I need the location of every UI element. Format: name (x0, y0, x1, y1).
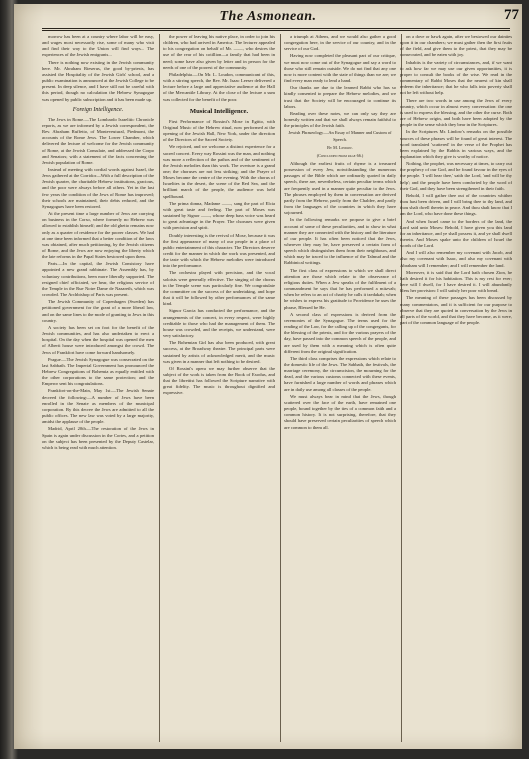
paragraph: Signor Garcia has conducted the performance, and the arrangements of the concert, in every respect, were highly creditable to those who had the management of them. The house was crowded, and the receipts, we understand, were very satisfactory. (163, 308, 275, 339)
paragraph: Nothing, the prophet, was necessary at times, to carry out the prophecy of our God, and he found favour in the eyes of the people. 'I will hear thee,' saith the Lord, 'and will be thy help'; and the people have been comforted by the word of their God, and they have been strengthened in their faith. (400, 161, 512, 191)
paragraph: At the present time a large number of Jews are carrying on business in the Corso, where formerly no Hebrew was allowed to establish himself; and the old ghetto remains now only as a quarter of residence for the poorer classes. We had at one time been informed that a better condition of the laws was obtained, after much petitioning, by the Jewish citizens of Rome, and the Jews are now enjoying the liberty which the late reforms in the Papal States bestowed upon them. (42, 211, 154, 260)
paragraph: Doubly interesting is the revival of Mose, because it was the first appearance of many of our people in a place of public entertainment of this character. The Directors deserve credit for the manner in which the work was presented, and the taste with which the Hebrew melodies were introduced into the performance. (163, 232, 275, 269)
paragraph: There is nothing now existing in the Jewish community here. Mr. Abraham Rieserus, the good by-priests, has assisted the Hospitality of the Jewish Girls' school, and a public examination is announced at the Jewish College to be present. In deep silence, and I have still not be careful with this period, though no calculation the Hebrew Synagogue was opened by public subscription and it has been made up. (42, 59, 154, 102)
paragraph: Reading over these notes, we can only say they are honestly written and that we shall always remain faithful to the principles of the Jewish faith. (284, 110, 396, 129)
column-3 (284, 34, 396, 742)
paragraph: Although the earliest fruits of rhyme is a treasured possession of every Jew, notwithstanding the numerous passages of the Bible which are ordinarily quoted in daily speech, there are, nevertheless, certain peculiar terms which are frequently used in a manner quite peculiar to the Jews. The phrases employed by them in conversation are derived partly from the Hebrew, partly from the Chaldee, and partly from the languages of the countries in which they have sojourned. (284, 160, 396, 216)
column-2 (163, 34, 275, 742)
text-columns (42, 34, 512, 742)
paragraph: And I will also remember my covenant with Jacob, and also my covenant with Isaac, and also my covenant with Abraham will I remember; and I will remember the land. (400, 250, 512, 268)
paragraph: Instead of meeting with cordial words against Israel, the Jews gathered at the Corridor—With a full description of the Jewish quarter, the charitable Hebrew institutions, gracious, and the poor were always before all others. Yet in the last few years the condition of the Jews of Rome has improved; their schools are maintained, their debts reduced, and the Synagogues have been restored. (42, 166, 154, 209)
paragraph: Having now completed the pleasant part of our critique, we must now come out of the Synagogue and say a word to those who still remain outside. We do not find that any one now is more content with the state of things than we are; we find every man ready to lend a hand. (284, 53, 396, 84)
byline: (Concluded from page 66.) (316, 152, 364, 158)
paragraph: Madrid, April 20th.—The restoration of the Jews in Spain is again under discussion in the Cortes, and a petition on the subject has been presented by the Deputy Castelar, which is being read with much attention. (42, 426, 154, 450)
byline: By M. Lindow. (327, 144, 353, 150)
paragraph: a triumph at Athens, and we would also gather a good congregation here, in the service of our country, and in the service of our God. (284, 34, 396, 52)
page-number: 77 (504, 7, 519, 23)
paragraph: A society has been set on foot for the benefit of the Jewish communities, and has also undertaken to erect a hospital. On the day when the hospital was opened the men of Alberti house were introduced amongst the crowd. The Jews of Frankfort have come forward handsomely. (42, 324, 154, 355)
section-heading: Foreign Intelligence. (72, 106, 124, 113)
paragraph: We must always bear in mind that the Jews, though scattered over the face of the earth, have remained one people, bound together by the ties of a common faith and a common history. It is not surprising, therefore, that they should have preserved certain peculiarities of speech which are common to them all. (284, 393, 396, 430)
paragraph: Prague.—The Jewish Synagogue was consecrated on the last Sabbath. The Imperial Government has pronounced the Hebrew Congregations of Bohemia as equally entitled with the other corporations to the same protection; and the Emperor sent his congratulations. (42, 356, 154, 387)
paragraph: The third class comprises the expressions which relate to the domestic life of the Jews. The Sabbath, the festivals, the marriage ceremony, the circumcision, the mourning for the dead, and the various customs connected with these events, have furnished a large number of words and phrases which are in daily use among all classes of the people. (284, 355, 396, 392)
paragraph: Frankfort-on-the-Main, May 1st.—The Jewish Senate decreed the following:—A number of Jews have been enrolled in the Senate as members of the municipal corporation. By this decree the Jews are admitted to all the public offices. The new law was voted by a large majority, amidst the applause of the people. (42, 388, 154, 425)
header-rule (42, 28, 510, 31)
paragraph: And when Israel came to the borders of the land, the Lord said unto Moses: Behold, I have given you this land for an inheritance, and ye shall possess it, and ye shall dwell therein. And Moses spake unto the children of Israel the words of the Lord. (400, 218, 512, 249)
paragraph: A second class of expressions is derived from the ceremonies of the Synagogue. The terms used for the reading of the Law, for the calling up of the congregants, for the blessing of the priests, and for the various prayers of the day, have passed into the common speech of the people, and are used by them with a meaning which is often quite different from the original signification. (284, 311, 396, 354)
paragraph: Philadelphia.—On Mr. L. Loudon, communicant of this, with a stirring speech, the Rev. Mr. Isaac Leeser delivered a lecture before a large and appreciative audience at the Hall of the Mercantile Library. At the close of the lecture a sum was collected for the benefit of the poor. (163, 71, 275, 102)
section-heading: Musical Intelligence. (189, 107, 249, 115)
paragraph: The meaning of these passages has been discussed by many commentators, and it is sufficient for our purpose to observe that they are quoted in conversation by the Jews in all parts of the world, and that they have become, as it were, part of the common language of the people. (400, 295, 512, 326)
page-header (14, 6, 522, 28)
paragraph: Of Rossini's opera we may further observe that the subject of the work is taken from the Book of Exodus, and that the librettist has followed the Scripture narrative with great fidelity. The music is throughout dignified and expressive. (163, 365, 275, 396)
paragraph: Inhabits is the variety of circumstances, and, if we want to ask how far we may use our given opportunities, it is proper to consult the books of the wise. We read in the commentary of Rabbi Moses that the nearest of kin shall redeem the inheritance; that he who falls into poverty shall not be left without help. (400, 59, 512, 96)
article-title: Jewish Phraseology.—An Essay of Manner and Custom of Speech. (288, 130, 392, 142)
column-1 (42, 34, 154, 742)
paragraph: Paris.—In the capital, the Jewish Consistory have appointed a new grand rabbinate. The Assembly has, by voluntary contributions, been more liberally supported. The resigned chief officiated, we hear, the religious service of the Temple in the Rue Notre Dame de Nazareth, which was crowded. The Archbishop of Paris was present. (42, 261, 154, 298)
column-4 (400, 34, 512, 742)
paragraph: the power of leaving his native place, in order to join his children, who had arrived in America. The lecturer appealed to his congregation on behalf of Mr. ——, who desires the use of the rear of his cotillion—a family that had been in need; some have also given by letter and in person for the needs of one of the poorest of the community. (163, 34, 275, 70)
paragraph: on a dove or hawk again, after we bestowed our dainties upon it in our chambers; we must gather then the first fruits of the field, and give them to the priest, that they may be consecrated, and be eaten with joy. (400, 34, 512, 58)
paragraph: morrow has been at a country where labor will be easy, and wages most necessarily rise, some of many who visit and find their way to the Union will find ways... The experiences of the Jewish emigrants... (42, 34, 154, 58)
paragraph: The Bohemian Girl has also been produced, with great success, at the Broadway theatre. The principal parts were sustained by artists of acknowledged merit, and the music was given in a manner that left nothing to be desired. (163, 340, 275, 364)
paragraph: Behold, I will gather thee out of the countries whither thou hast been driven, and I will bring thee to thy land, and thou shalt dwell therein in peace. And thou shalt know that I am the Lord, who have done these things. (400, 192, 512, 217)
column-divider (159, 34, 160, 742)
paragraph: In the following remarks we propose to give a brief account of some of these peculiarities, and to show in what manner they are connected with the history and the literature of our people. It has often been noticed that the Jews, wherever they may be, have preserved a certain form of speech which distinguishes them from their neighbours, and which may be traced to the influence of the Talmud and the Rabbinical writings. (284, 217, 396, 266)
paragraph: The Jewish Community of Copenhagen (Sweden) has petitioned government for the grant of a more liberal law, and on the same lines to the mode of granting to Jews in this country. (42, 299, 154, 323)
column-divider (280, 34, 281, 742)
paragraph: We rejoiced, and we welcome a distinct experience for a sacred concert. Every way Rossini was the man, and nothing was more a reflection of the pathos and of the sentiment of the Jewish melodies than this work. The overture is a grand one; the choruses are not less striking; and the Prayer of Moses became the centre of the evening. With the chorus of Israelites in the desert, the scene of the Red Sea, and the brilliant march of the people, the audience was held spellbound. (163, 144, 275, 199)
paragraph: In the Scriptures Mr. Lindow's remarks on the possible sources of these phrases will be found of great interest. The word translated 'scattered' in the verse of the Prophet has been explained by the Rabbis in various ways, and the explanation which they give is worthy of notice. (400, 129, 512, 159)
paragraph: The Jews in Rome.—The Lombardo Israelitic Chronicle reports, as we are informed by a Jewish correspondent, the Rev. Abraham Ruffetto, of Monteveutural, Piedmont, the accounts of the Rome Jews. The Lower Chamber, which delivered the lecture of welcome for the Jewish community of Rome, at the Jewish Consulate, and addressed the Corpo and Senators; with a statement of the facts concerning the Jewish population of Rome. (42, 116, 154, 165)
paragraph: Our thanks are due to the learned Rabbi who has so kindly consented to prepare the Hebrew melodies, and we trust that the Society will be encouraged to continue its labors. (284, 85, 396, 109)
paragraph: The orchestra played with precision, and the vocal soloists were generally effective. The singing of the chorus in the Temple scene was particularly fine. We congratulate the committee on the success of the undertaking, and hope that it will be followed by other performances of the same kind. (163, 270, 275, 307)
paragraph: There are two words in use among the Jews of every country, which occur in almost every conversation: the one is used to express the blessing, and the other the curse. Both are of Hebrew origin, and both have been adopted by the people in the sense which they bear in the Scriptures. (400, 97, 512, 128)
newspaper-title: The Asmonean. (219, 9, 317, 24)
paragraph: Moreover, it is said that the Lord hath chosen Zion, he hath desired it for his habitation. This is my rest for ever; here will I dwell, for I have desired it. I will abundantly bless her provision: I will satisfy her poor with bread. (400, 269, 512, 294)
paragraph: First Performance of Rossini's Mose in Egitto, with Original Music of the Hebrew ritual, now performed at the opening of the Jewish Hall, New York, under the direction of the Directors of the Sacred Society. (163, 118, 275, 143)
paragraph: The first class of expressions to which we shall direct attention are those which relate to the observance of religious duties. When a Jew speaks of the fulfilment of a commandment he says that he has performed a mitzvah; when he refers to an act of charity he calls it tzedakah; when he wishes to express his gratitude to Providence he uses the phrase, Blessed be He. (284, 267, 396, 310)
paragraph: The prima donna, Madame ——, sang the part of Elcia with great taste and feeling. The part of Moses was sustained by Signor ——, whose deep bass voice was heard to great advantage in the Prayer. The choruses were given with precision and spirit. (163, 200, 275, 231)
newspaper-page (14, 4, 522, 749)
